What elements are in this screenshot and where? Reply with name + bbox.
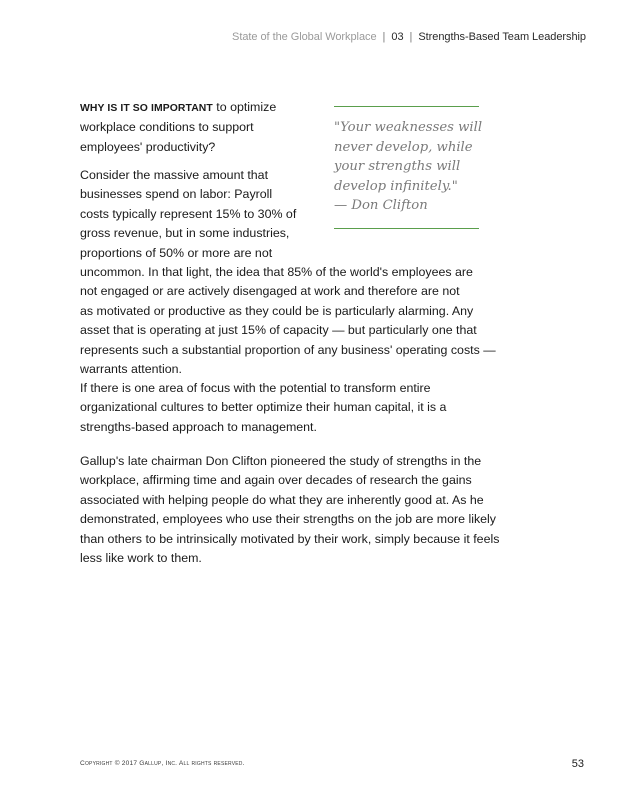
paragraph-line: costs typically represent 15% to 30% of bbox=[80, 206, 297, 221]
paragraph-line: associated with helping people do what they are inherently good at. As he bbox=[80, 492, 484, 507]
paragraph-line: less like work to them. bbox=[80, 551, 202, 566]
paragraph-line: strengths-based approach to management. bbox=[80, 419, 317, 434]
chapter-title: Strengths-Based Team Leadership bbox=[418, 31, 586, 43]
paragraph-line: asset that is operating at just 15% of capacity — but particularly one that bbox=[80, 323, 477, 338]
pull-quote-attribution: — Don Clifton bbox=[334, 198, 428, 214]
paragraph-line: workplace conditions to support bbox=[80, 120, 254, 135]
paragraph-line: Consider the massive amount that bbox=[80, 168, 269, 182]
paragraph-1 bbox=[80, 98, 483, 157]
paragraph-line: Gallup's late chairman Don Clifton pioneered the study of strengths in the bbox=[80, 454, 482, 468]
pull-quote-line: never develop, while bbox=[334, 139, 473, 155]
paragraph-line: than others to be intrinsically motivated by their work, simply because it feels bbox=[80, 531, 500, 546]
chapter-number: 03 bbox=[391, 31, 404, 43]
paragraph-line: uncommon. In that light, the idea that 85% of the world's employees are bbox=[80, 265, 473, 280]
paragraph-line: If there is one area of focus with the potential to transform entire bbox=[80, 381, 431, 395]
paragraph-line: workplace, affirming time and again over decades of research the gains bbox=[80, 473, 472, 488]
paragraph-line: warrants attention. bbox=[80, 362, 182, 377]
lead-in-caps: WHY IS IT SO IMPORTANT bbox=[80, 103, 213, 114]
paragraph-3 bbox=[80, 379, 480, 437]
pull-quote-line: your strengths will bbox=[334, 159, 461, 175]
pull-quote-line: "Your weaknesses will bbox=[334, 120, 483, 135]
paragraph-line: demonstrated, employees who use their strengths on the job are more likely bbox=[80, 512, 496, 527]
paragraph-line: gross revenue, but in some industries, bbox=[80, 226, 290, 241]
paragraph-line: businesses spend on labor: Payroll bbox=[80, 187, 273, 202]
running-header bbox=[232, 31, 586, 43]
paragraph-line: as motivated or productive as they could be is particularly alarming. Any bbox=[80, 303, 474, 318]
paragraph-line: not engaged or are actively disengaged at work and therefore are not bbox=[80, 284, 460, 299]
page-number: 53 bbox=[571, 758, 584, 770]
copyright-notice: Copyright © 2017 Gallup, Inc. All rights reserved. bbox=[80, 760, 245, 767]
paragraph-line bbox=[80, 98, 480, 118]
paragraph-line: represents such a substantial proportion of any business' operating costs — bbox=[80, 342, 496, 357]
paragraph-2 bbox=[80, 166, 496, 379]
header-separator-2: | bbox=[409, 31, 413, 43]
paragraph-line: proportions of 50% or more are not bbox=[80, 245, 273, 260]
paragraph-line: organizational cultures to better optimize their human capital, it is a bbox=[80, 400, 447, 415]
paragraph-line: employees' productivity? bbox=[80, 139, 216, 154]
paragraph-4 bbox=[80, 452, 500, 568]
publication-title: State of the Global Workplace bbox=[232, 31, 377, 43]
header-separator: | bbox=[382, 31, 386, 43]
pull-quote-line: develop infinitely." bbox=[334, 178, 458, 194]
lead-in-rest: to optimize bbox=[212, 100, 277, 114]
